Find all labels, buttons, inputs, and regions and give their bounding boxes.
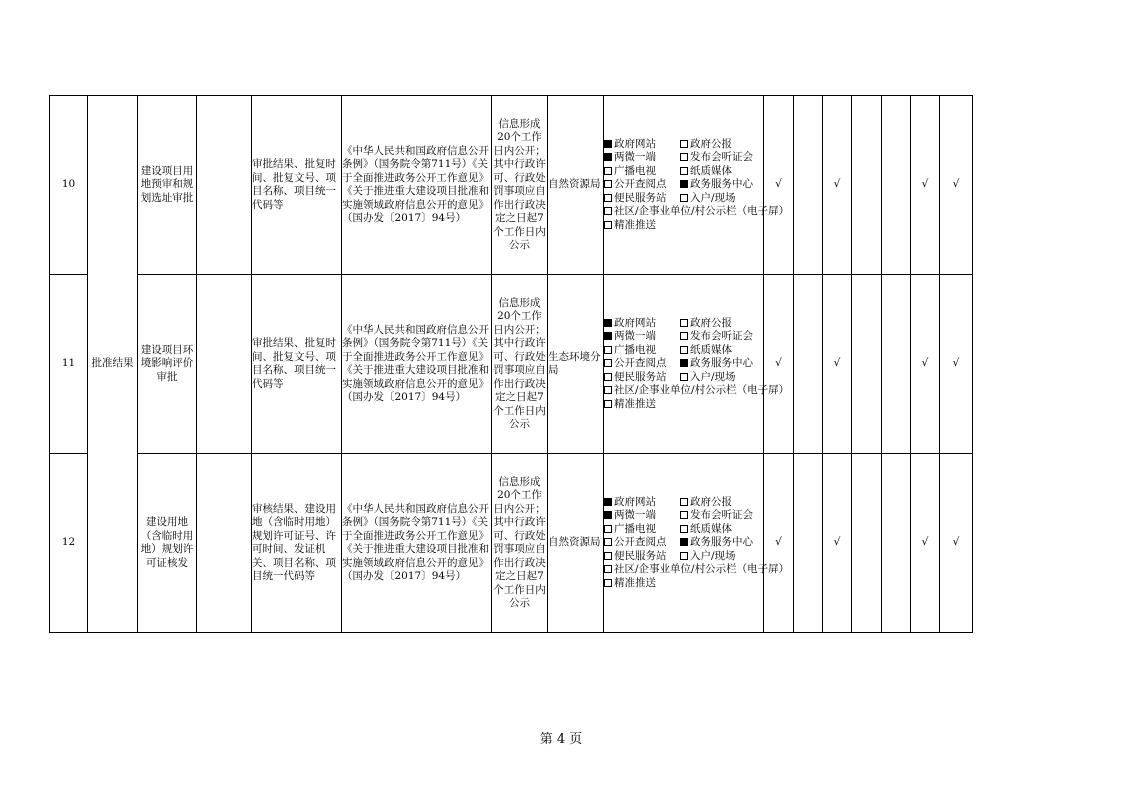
channel-option — [604, 384, 789, 398]
channel-label: 公开查阅点 — [614, 536, 667, 549]
channel-label: 政府网站 — [614, 137, 656, 150]
disclosure-content: 审核结果、建设用地（含临时用地）规划许可证号、许可时间、发证机关、项目名称、项目统一代码等 — [252, 454, 342, 633]
channel-label: 社区/企事业单位/村公示栏（电子屏） — [614, 563, 790, 576]
unchecked-box-icon — [604, 167, 612, 175]
check-mark: √ — [823, 96, 852, 275]
channel-line — [604, 205, 790, 219]
channel-line — [604, 563, 790, 577]
channel-label: 广播电视 — [614, 343, 656, 356]
table-row — [50, 454, 973, 633]
unchecked-box-icon — [680, 319, 688, 327]
checked-box-icon — [680, 538, 688, 546]
channel-label: 纸质媒体 — [690, 522, 732, 535]
channel-option — [680, 344, 732, 358]
channel-label: 入户/现场 — [690, 370, 736, 383]
unchecked-box-icon — [604, 221, 612, 229]
mark-cell — [852, 96, 882, 275]
channel-label: 便民服务站 — [614, 191, 667, 204]
unchecked-box-icon — [604, 400, 612, 408]
channel-label: 政府公报 — [690, 316, 732, 329]
channel-line — [604, 192, 763, 206]
channel-label: 广播电视 — [614, 522, 656, 535]
channel-label: 发布会听证会 — [690, 509, 753, 522]
mark-cell — [852, 275, 882, 454]
channel-line — [604, 344, 763, 358]
channel-label: 发布会听证会 — [690, 151, 753, 164]
check-mark: √ — [823, 275, 852, 454]
channel-line — [604, 165, 763, 179]
blank-cell — [197, 454, 252, 633]
channel-option — [680, 192, 736, 206]
unchecked-box-icon — [680, 194, 688, 202]
channel-option — [604, 344, 680, 358]
channel-line — [604, 317, 763, 331]
channel-option — [680, 151, 753, 165]
channel-option — [680, 178, 753, 192]
channel-label: 政务服务中心 — [690, 536, 753, 549]
channel-option — [604, 357, 680, 371]
channel-option — [604, 138, 680, 152]
check-mark: √ — [911, 275, 940, 454]
channel-line — [604, 138, 763, 152]
check-mark: √ — [764, 275, 794, 454]
channel-option — [604, 577, 656, 591]
channel-label: 入户/现场 — [690, 549, 736, 562]
unchecked-box-icon — [604, 373, 612, 381]
disclosure-channels — [604, 96, 790, 275]
channel-label: 精准推送 — [614, 218, 656, 231]
row-number: 10 — [50, 96, 88, 275]
page-number: 第 4 页 — [539, 732, 583, 747]
channel-label: 政府网站 — [614, 495, 656, 508]
channel-line — [604, 496, 763, 510]
mark-cell — [794, 275, 823, 454]
disclosure-table — [49, 95, 973, 633]
channel-option — [604, 165, 680, 179]
row-number: 11 — [50, 275, 88, 454]
unchecked-box-icon — [680, 346, 688, 354]
channel-label: 便民服务站 — [614, 549, 667, 562]
channel-option — [604, 219, 656, 233]
table-row — [50, 275, 973, 454]
blank-cell — [197, 275, 252, 454]
channel-label: 社区/企事业单位/村公示栏（电子屏） — [614, 205, 790, 218]
mark-cell — [794, 96, 823, 275]
check-mark: √ — [940, 275, 973, 454]
channel-option — [680, 330, 753, 344]
unchecked-box-icon — [604, 538, 612, 546]
channel-label: 入户/现场 — [690, 191, 736, 204]
channel-line — [604, 219, 763, 233]
channel-option — [604, 371, 680, 385]
mark-cell — [882, 96, 911, 275]
channel-option — [680, 138, 732, 152]
blank-cell — [197, 96, 252, 275]
channel-option — [680, 317, 732, 331]
channel-label: 政务服务中心 — [690, 357, 753, 370]
channel-label: 政府公报 — [690, 137, 732, 150]
channel-line — [604, 536, 763, 550]
channel-label: 公开查阅点 — [614, 178, 667, 191]
mark-cell — [882, 454, 911, 633]
row-number: 12 — [50, 454, 88, 633]
channel-label: 精准推送 — [614, 397, 656, 410]
mark-cell — [882, 275, 911, 454]
channel-label: 政府公报 — [690, 495, 732, 508]
unchecked-box-icon — [680, 498, 688, 506]
unchecked-box-icon — [604, 180, 612, 188]
check-mark: √ — [764, 96, 794, 275]
channel-line — [604, 330, 763, 344]
check-mark: √ — [911, 454, 940, 633]
channel-option — [604, 509, 680, 523]
channel-label: 广播电视 — [614, 164, 656, 177]
channel-label: 两微一端 — [614, 509, 656, 522]
channel-option — [604, 398, 656, 412]
checked-box-icon — [604, 319, 612, 327]
channel-option — [680, 550, 736, 564]
mark-cell — [852, 454, 882, 633]
item-name: 建设项目用地预审和规划选址审批 — [138, 96, 197, 275]
channel-label: 公开查阅点 — [614, 357, 667, 370]
channel-line — [604, 523, 763, 537]
disclosure-basis: 《中华人民共和国政府信息公开条例》（国务院令第711号）《关于全面推进政务公开工作意见》《关于推进重大建设项目批准和实施领域政府信息公开的意见》（国办发〔2017〕94号） — [342, 96, 492, 275]
checked-box-icon — [680, 180, 688, 188]
checked-box-icon — [604, 498, 612, 506]
channel-option — [680, 509, 753, 523]
channel-option — [604, 151, 680, 165]
unchecked-box-icon — [604, 359, 612, 367]
disclosure-time: 信息形成20个工作日内公开；其中行政许可、行政处罚事项应自作出行政决定之日起7个工作日内公示 — [492, 96, 548, 275]
check-mark: √ — [764, 454, 794, 633]
unchecked-box-icon — [680, 167, 688, 175]
item-name: 建设用地（含临时用地）规划许可证核发 — [138, 454, 197, 633]
channel-option — [604, 550, 680, 564]
channel-option — [680, 357, 753, 371]
mark-cell — [794, 454, 823, 633]
unchecked-box-icon — [680, 153, 688, 161]
disclosure-time: 信息形成20个工作日内公开；其中行政许可、行政处罚事项应自作出行政决定之日起7个工作日内公示 — [492, 275, 548, 454]
table-row — [50, 96, 973, 275]
check-mark: √ — [911, 96, 940, 275]
unchecked-box-icon — [680, 140, 688, 148]
channel-line — [604, 577, 763, 591]
checked-box-icon — [604, 511, 612, 519]
disclosure-content: 审批结果、批复时间、批复文号、项目名称、项目统一代码等 — [252, 96, 342, 275]
channel-line — [604, 371, 763, 385]
check-mark: √ — [940, 454, 973, 633]
channel-option — [604, 496, 680, 510]
checked-box-icon — [604, 140, 612, 148]
channel-option — [604, 205, 789, 219]
unchecked-box-icon — [604, 579, 612, 587]
unchecked-box-icon — [604, 346, 612, 354]
unchecked-box-icon — [680, 332, 688, 340]
channel-label: 便民服务站 — [614, 370, 667, 383]
channel-option — [604, 536, 680, 550]
disclosure-subject: 自然资源局 — [548, 454, 604, 633]
channel-option — [604, 563, 789, 577]
channel-line — [604, 398, 763, 412]
disclosure-content: 审批结果、批复时间、批复文号、项目名称、项目统一代码等 — [252, 275, 342, 454]
channel-option — [680, 165, 732, 179]
unchecked-box-icon — [680, 373, 688, 381]
channel-option — [680, 523, 732, 537]
channel-label: 社区/企事业单位/村公示栏（电子屏） — [614, 384, 790, 397]
channel-option — [604, 192, 680, 206]
channel-line — [604, 357, 763, 371]
channel-line — [604, 178, 763, 192]
unchecked-box-icon — [680, 525, 688, 533]
channel-option — [604, 523, 680, 537]
channel-option — [680, 496, 732, 510]
channel-line — [604, 550, 763, 564]
channel-label: 两微一端 — [614, 151, 656, 164]
category-cell: 批准结果 — [88, 96, 138, 633]
unchecked-box-icon — [604, 565, 612, 573]
channel-option — [604, 178, 680, 192]
channel-label: 纸质媒体 — [690, 164, 732, 177]
check-mark: √ — [940, 96, 973, 275]
channel-label: 发布会听证会 — [690, 330, 753, 343]
unchecked-box-icon — [604, 194, 612, 202]
channel-option — [680, 536, 753, 550]
unchecked-box-icon — [680, 552, 688, 560]
channel-label: 政府网站 — [614, 316, 656, 329]
channel-label: 两微一端 — [614, 330, 656, 343]
channel-line — [604, 509, 763, 523]
disclosure-subject: 生态环境分局 — [548, 275, 604, 454]
checked-box-icon — [604, 332, 612, 340]
disclosure-subject: 自然资源局 — [548, 96, 604, 275]
channel-option — [604, 330, 680, 344]
channel-label: 精准推送 — [614, 576, 656, 589]
channel-label: 政务服务中心 — [690, 178, 753, 191]
channel-line — [604, 151, 763, 165]
item-name: 建设项目环境影响评价审批 — [138, 275, 197, 454]
disclosure-channels — [604, 275, 790, 454]
channel-option — [604, 317, 680, 331]
check-mark: √ — [823, 454, 852, 633]
checked-box-icon — [680, 359, 688, 367]
unchecked-box-icon — [604, 207, 612, 215]
disclosure-basis: 《中华人民共和国政府信息公开条例》（国务院令第711号）《关于全面推进政务公开工作意见》《关于推进重大建设项目批准和实施领域政府信息公开的意见》（国办发〔2017〕94号） — [342, 454, 492, 633]
disclosure-channels — [604, 454, 790, 633]
checked-box-icon — [604, 153, 612, 161]
unchecked-box-icon — [604, 386, 612, 394]
unchecked-box-icon — [604, 552, 612, 560]
disclosure-time: 信息形成20个工作日内公开；其中行政许可、行政处罚事项应自作出行政决定之日起7个工作日内公示 — [492, 454, 548, 633]
channel-line — [604, 384, 790, 398]
disclosure-basis: 《中华人民共和国政府信息公开条例》（国务院令第711号）《关于全面推进政务公开工作意见》《关于推进重大建设项目批准和实施领域政府信息公开的意见》（国办发〔2017〕94号） — [342, 275, 492, 454]
unchecked-box-icon — [604, 525, 612, 533]
channel-option — [680, 371, 736, 385]
unchecked-box-icon — [680, 511, 688, 519]
channel-label: 纸质媒体 — [690, 343, 732, 356]
